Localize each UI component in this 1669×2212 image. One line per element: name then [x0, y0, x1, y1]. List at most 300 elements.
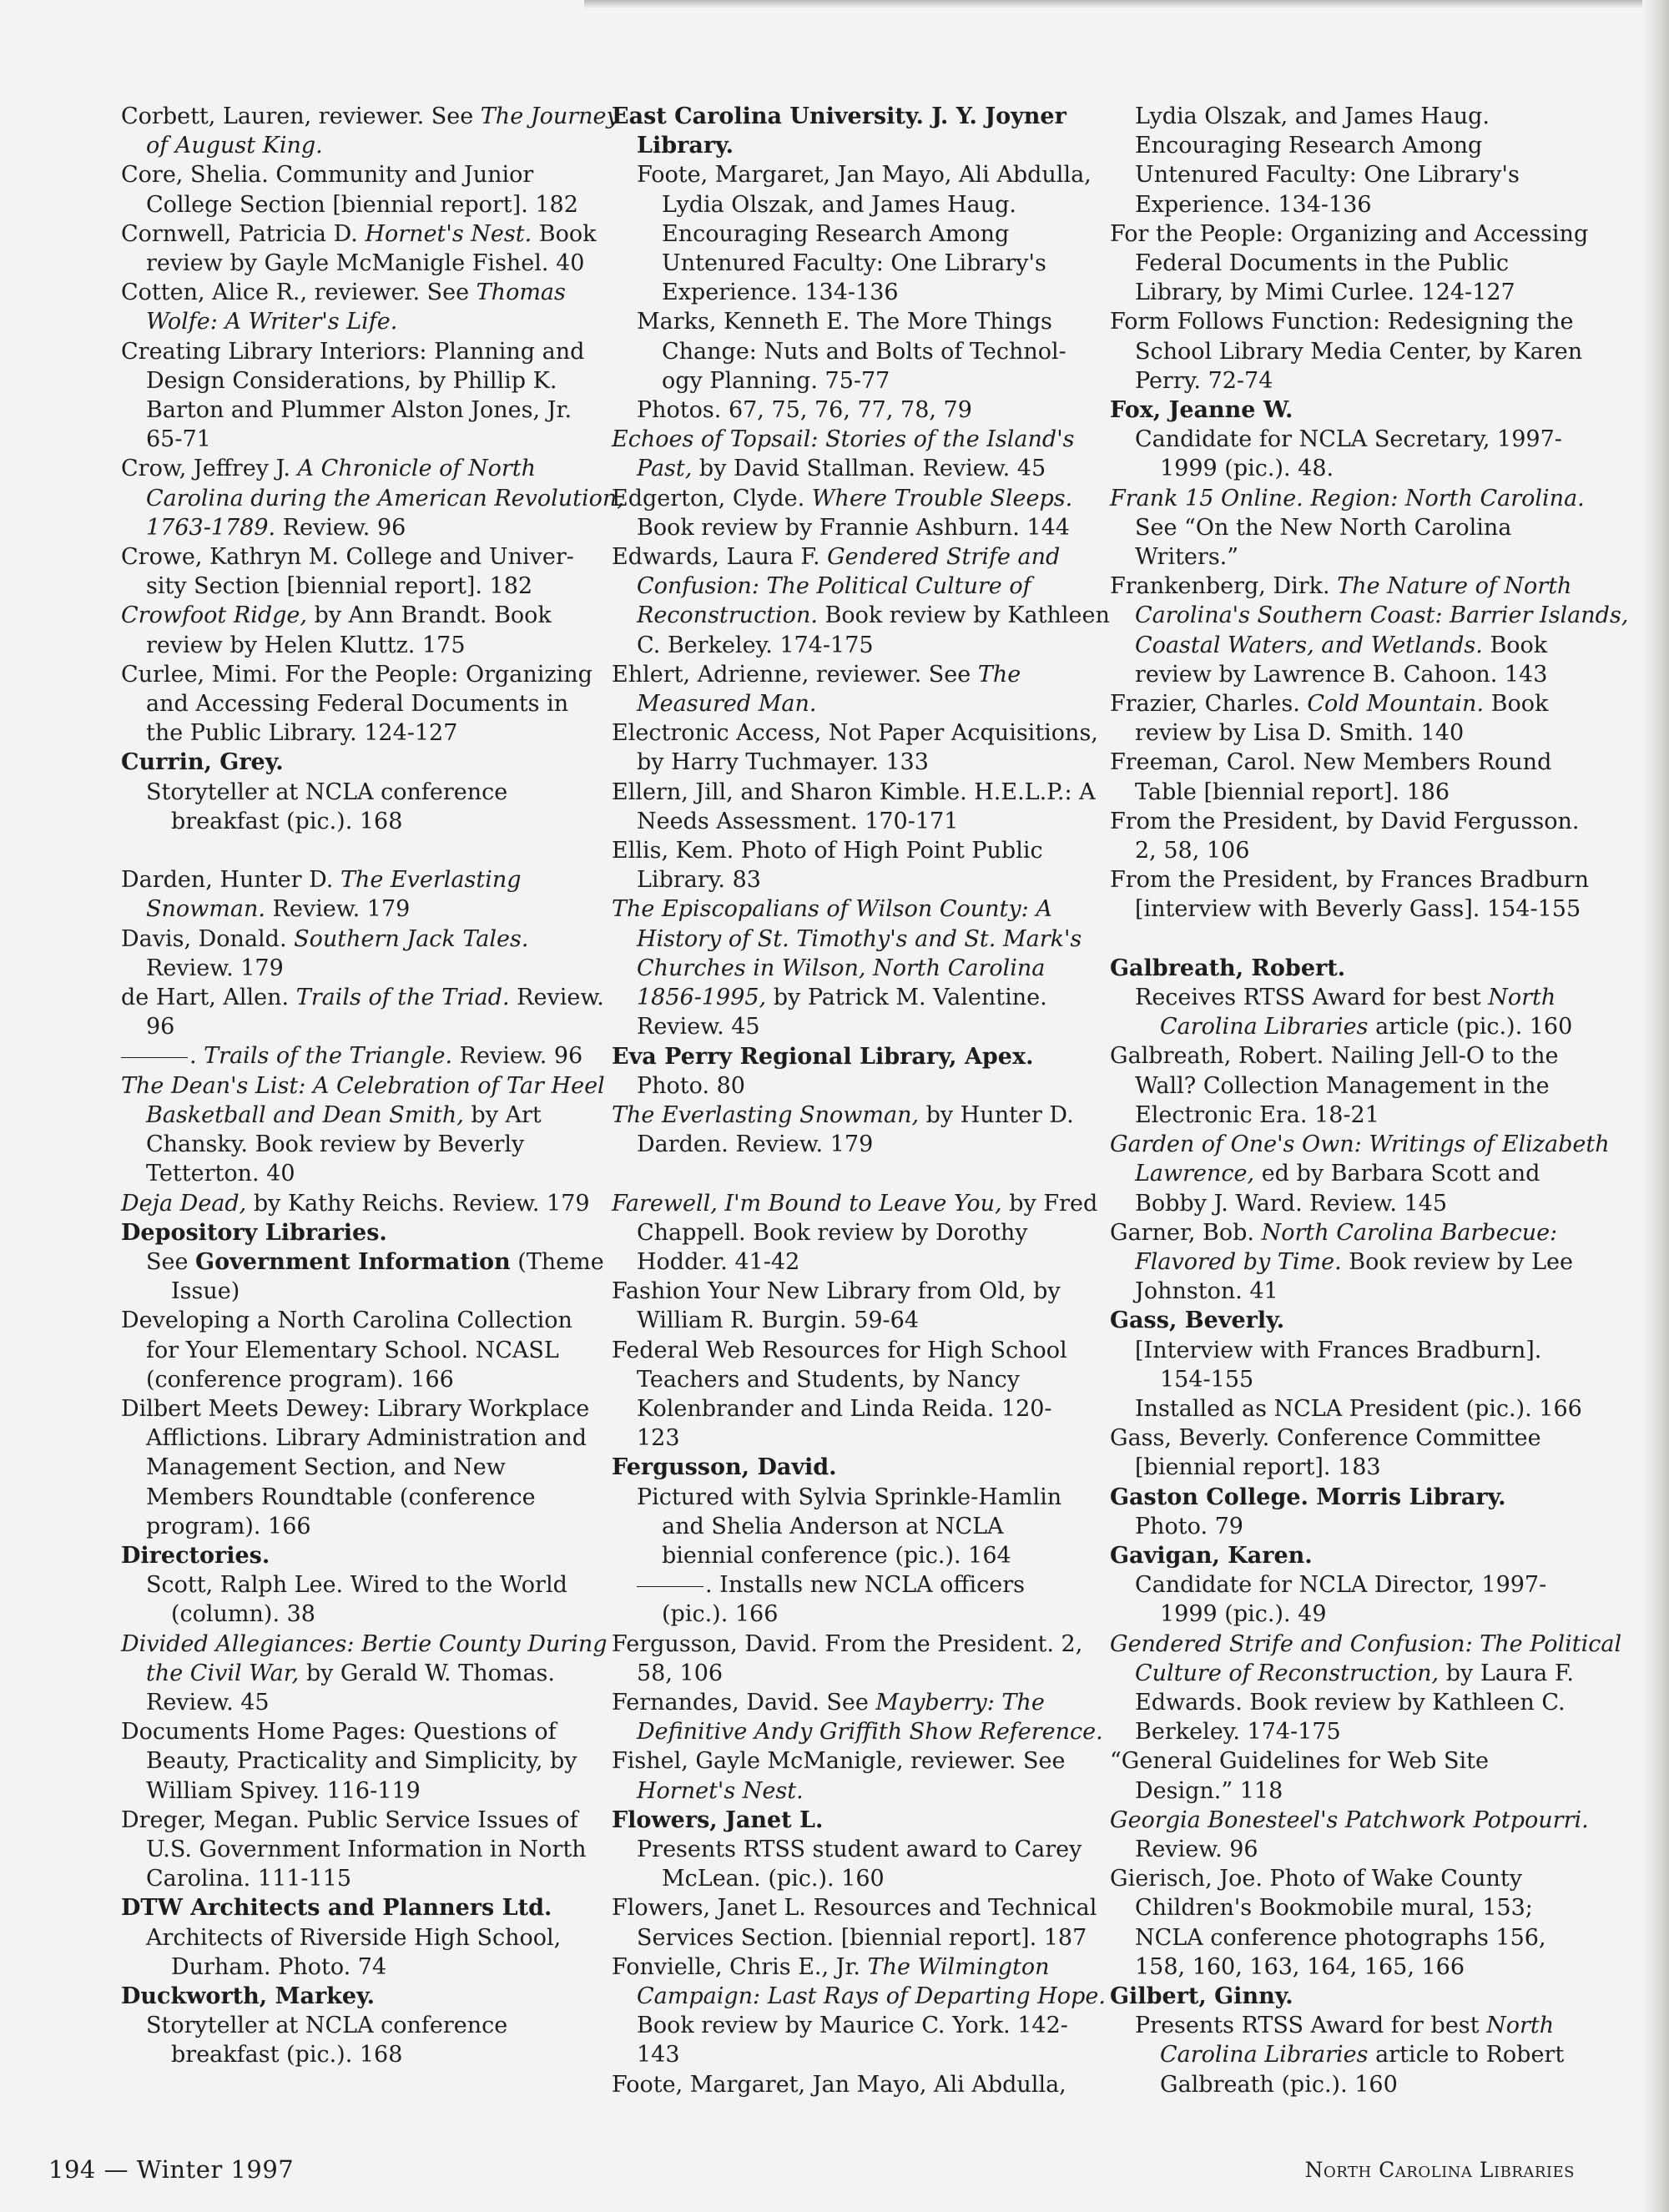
entry-text: Electronic Era. 18-21 [1135, 1101, 1379, 1128]
entry-text: 1999 (pic.). 48. [1160, 456, 1334, 482]
entry-text: Bobby J. Ward. Review. 145 [1135, 1190, 1448, 1217]
entry-text: Photos. 67, 75, 76, 77, 78, 79 [637, 397, 972, 424]
italic-title: Culture of Reconstruction, [1135, 1660, 1440, 1686]
index-entry [121, 160, 588, 219]
italic-title: Echoes of Topsail: Stories of the Island's [612, 426, 1075, 453]
entry-text: Pictured with Sylvia Sprinkle-Hamlin [637, 1484, 1062, 1510]
entry-text: Review. 96 [452, 1043, 583, 1070]
italic-title: North Carolina Barbecue: [1261, 1219, 1558, 1246]
entry-text: Chappell. Book review by Dorothy [637, 1219, 1028, 1246]
entry-text: Cotten, Alice R., reviewer. See [121, 280, 476, 306]
italic-title: Lawrence, [1135, 1161, 1255, 1187]
index-entry [121, 1982, 588, 2011]
index-subentry [1110, 2011, 1577, 2099]
page-edge-shadow [584, 0, 1669, 8]
bold-heading: Flowers, Janet L. [612, 1806, 824, 1833]
entry-text: Galbreath (pic.). 160 [1160, 2071, 1398, 2098]
italic-title: Snowman. [146, 896, 265, 923]
italic-title: Deja Dead, [121, 1190, 247, 1217]
entry-text: Darden. Review. 179 [637, 1131, 874, 1158]
entry-text: Experience. 134-136 [1135, 191, 1372, 218]
index-entry [121, 1071, 605, 1189]
entry-text: Edgerton, Clyde. [612, 485, 812, 511]
entry-text: review by Lisa D. Smith. 140 [1135, 720, 1465, 747]
bold-heading: Government Information [195, 1248, 511, 1275]
bold-heading: Currin, Grey. [121, 749, 284, 776]
entry-text: Fergusson, David. From the President. 2, [612, 1630, 1083, 1657]
italic-title: Mayberry: The [875, 1689, 1045, 1716]
bold-heading: Eva Perry Regional Library, Apex. [612, 1043, 1034, 1070]
entry-text: From the President, by Frances Bradburn [1110, 867, 1589, 894]
entry-text: Issue) [171, 1278, 240, 1305]
italic-title: Frank 15 Online. Region: North Carolina. [1110, 485, 1585, 511]
entry-text: Presents RTSS Award for best [1135, 2013, 1487, 2039]
index-entry [121, 102, 619, 160]
italic-title: Carolina during the American Revolution, [146, 485, 624, 511]
italic-title: Measured Man. [637, 691, 817, 718]
entry-text: 143 [637, 2042, 680, 2068]
entry-text: Table [biennial report]. 186 [1135, 778, 1450, 805]
entry-text: by Gerald W. Thomas. [299, 1660, 555, 1686]
entry-text: article to Robert [1368, 2042, 1565, 2068]
entry-text: by Fred [1001, 1190, 1098, 1217]
entry-text: Frazier, Charles. [1110, 691, 1308, 718]
index-entry [1110, 219, 1589, 308]
entry-text: for Your Elementary School. NCASL [146, 1337, 559, 1363]
italic-title: The Dean's List: A Celebration of Tar Heel [121, 1072, 605, 1099]
italic-title: A Chronicle of North [297, 456, 536, 482]
index-entry [1110, 1483, 1577, 1512]
entry-text: Gass, Beverly. Conference Committee [1110, 1425, 1541, 1452]
index-entry [612, 484, 1087, 542]
entry-text: by Patrick M. Valentine. [766, 985, 1047, 1011]
bold-heading: Gaston College. Morris Library. [1110, 1484, 1506, 1510]
index-entry [612, 836, 1087, 894]
index-entry [121, 660, 592, 748]
index-entry [1110, 396, 1577, 425]
index-entry [121, 278, 588, 336]
bold-heading: Fox, Jeanne W. [1110, 397, 1293, 424]
index-entry [1110, 865, 1589, 924]
entry-text: Photo. 79 [1135, 1513, 1243, 1539]
index-entry [121, 1218, 588, 1247]
entry-text: Garner, Bob. [1110, 1219, 1262, 1246]
entry-text: Scott, Ralph Lee. Wired to the World [146, 1572, 567, 1599]
index-entry [1110, 1306, 1577, 1335]
entry-text: Dilbert Meets Dewey: Library Workplace [121, 1395, 590, 1422]
entry-text: From the President, by David Fergusson. [1110, 808, 1580, 834]
entry-text: Darden, Hunter D. [121, 867, 340, 894]
italic-title: Wolfe: A Writer's Life. [146, 309, 398, 335]
index-subentry [612, 160, 1092, 307]
index-entry [612, 1630, 1087, 1688]
italic-title: History of St. Timothy's and St. Mark's [637, 925, 1082, 952]
index-entry [1110, 1218, 1577, 1307]
entry-text: Durham. Photo. 74 [171, 1953, 387, 1980]
entry-text: (column). 38 [171, 1601, 315, 1628]
index-entry [121, 454, 624, 542]
index-subentry [1110, 1570, 1577, 1629]
entry-text: (conference program). 166 [146, 1366, 454, 1393]
entry-text: Davis, Donald. [121, 925, 295, 952]
italic-title: Where Trouble Sleeps. [811, 485, 1073, 511]
entry-text: Fonvielle, Chris E., Jr. [612, 1953, 868, 1980]
italic-title: Hornet's Nest. [365, 220, 532, 247]
index-entry [1110, 1806, 1589, 1864]
italic-title: of August King. [146, 133, 323, 159]
index-entry [612, 102, 1087, 160]
entry-text: and Shelia Anderson at NCLA [662, 1513, 1004, 1539]
index-subentry [121, 1570, 588, 1629]
italic-title: Campaign: Last Rays of Departing Hope. [637, 1983, 1106, 2009]
italic-title: 1763-1789. [146, 514, 276, 541]
entry-text: Federal Web Resources for High School [612, 1337, 1067, 1363]
index-entry [1110, 1041, 1577, 1130]
entry-text: by Art [463, 1101, 542, 1128]
entry-text: Ehlert, Adrienne, reviewer. See [612, 661, 978, 688]
entry-text: Ellern, Jill, and Sharon Kimble. H.E.L.P.: A [612, 778, 1096, 805]
entry-text: Candidate for NCLA Director, 1997- [1135, 1572, 1547, 1599]
entry-text: . Installs new NCLA officers [705, 1572, 1026, 1599]
bold-heading: Gavigan, Karen. [1110, 1542, 1313, 1569]
entry-text: Book [532, 220, 597, 247]
entry-text: Encouraging Research Among [662, 220, 1010, 247]
italic-title: Basketball and Dean Smith, [146, 1101, 464, 1128]
index-entry [612, 425, 1087, 483]
bold-heading: East Carolina University. J. Y. Joyner [612, 103, 1066, 129]
entry-text: Presents RTSS student award to Carey [637, 1836, 1082, 1862]
index-entry [121, 1189, 588, 1218]
index-entry [612, 1688, 1103, 1746]
italic-title: Confusion: The Political Culture of [637, 573, 1031, 600]
entry-text: de Hart, Allen. [121, 985, 296, 1011]
entry-text: See [146, 1248, 196, 1275]
entry-text: Documents Home Pages: Questions of [121, 1719, 557, 1746]
italic-title: Farewell, I'm Bound to Leave You, [612, 1190, 1002, 1217]
bold-heading: Gilbert, Ginny. [1110, 1983, 1293, 2009]
index-subentry [121, 1923, 588, 1982]
entry-text: Design Considerations, by Phillip K. [146, 367, 557, 394]
entry-text: Review. 179 [265, 896, 411, 923]
index-entry [612, 1893, 1097, 1952]
entry-text: Untenured Faculty: One Library's [1135, 162, 1520, 189]
entry-text: School Library Media Center, by Karen [1135, 338, 1583, 365]
index-subentry [1110, 1394, 1582, 1423]
entry-text: program). 166 [146, 1513, 311, 1539]
entry-text: Installed as NCLA President (pic.). 166 [1135, 1395, 1582, 1422]
entry-text: Freeman, Carol. New Members Round [1110, 749, 1552, 776]
entry-text: Needs Assessment. 170-171 [637, 808, 959, 834]
entry-text: review by Lawrence B. Cahoon. 143 [1135, 661, 1548, 688]
entry-text: Book [1482, 632, 1548, 658]
index-column-1 [121, 102, 624, 2070]
index-column-3 [1110, 102, 1629, 2099]
entry-text: Children's Bookmobile mural, 153; [1135, 1895, 1533, 1922]
italic-title: Georgia Bonesteel's Patchwork Potpourri. [1110, 1806, 1589, 1833]
entry-text: William R. Burgin. 59-64 [637, 1308, 920, 1334]
entry-text: Untenured Faculty: One Library's [662, 250, 1046, 277]
entry-text: [biennial report]. 183 [1135, 1454, 1381, 1481]
entry-text: Crowe, Kathryn M. College and Univer- [121, 544, 574, 571]
index-subentry [1110, 983, 1577, 1041]
entry-text: Writers.” [1135, 544, 1239, 571]
entry-text: 1999 (pic.). 49 [1160, 1601, 1327, 1628]
entry-text: Frankenberg, Dirk. [1110, 573, 1338, 600]
italic-title: Trails of the Triangle. [204, 1043, 453, 1070]
entry-text: Review. [509, 985, 604, 1011]
index-entry [1110, 1982, 1577, 2011]
entry-text: review by Helen Kluttz. 175 [146, 632, 466, 658]
ditto-rule [121, 1057, 188, 1058]
italic-title: Crowfoot Ridge, [121, 602, 307, 629]
entry-text: Hodder. 41-42 [637, 1248, 800, 1275]
index-entry [1110, 748, 1577, 806]
entry-text: by Harry Tuchmayer. 133 [637, 749, 929, 776]
index-subentry [612, 396, 1087, 425]
index-entry [121, 1717, 588, 1806]
bold-heading: Depository Libraries. [121, 1219, 387, 1246]
index-entry [612, 1101, 1087, 1159]
entry-text: Marks, Kenneth E. The More Things [637, 309, 1052, 335]
entry-text: Core, Shelia. Community and Junior [121, 162, 534, 189]
bold-heading: Galbreath, Robert. [1110, 955, 1346, 981]
index-subentry [612, 1483, 1087, 1571]
italic-title: The Everlasting Snowman, [612, 1101, 920, 1128]
entry-text: Photo. 80 [637, 1072, 745, 1099]
footer-page-issue: 194 — Winter 1997 [48, 2155, 295, 2184]
entry-text: Encouraging Research Among [1135, 133, 1483, 159]
index-subentry [121, 2011, 588, 2069]
entry-text: Chansky. Book review by Beverly [146, 1131, 525, 1158]
italic-title: 1856-1995, [637, 985, 767, 1011]
entry-text: U.S. Government Information in North [146, 1836, 587, 1862]
entry-text: by Hunter D. [919, 1101, 1074, 1128]
entry-text: Creating Library Interiors: Planning and [121, 338, 585, 365]
entry-text: Berkeley. 174-175 [1135, 1719, 1341, 1746]
entry-text: and Accessing Federal Documents in [146, 691, 569, 718]
entry-text: Foote, Margaret, Jan Mayo, Ali Abdulla, [637, 162, 1092, 189]
italic-title: Gendered Strife and Confusion: The Political [1110, 1630, 1622, 1657]
index-subentry [612, 1071, 1087, 1101]
entry-text: Barton and Plummer Alston Jones, Jr. [146, 397, 572, 424]
bold-heading: Duckworth, Markey. [121, 1983, 376, 2009]
bold-heading: Library. [637, 133, 734, 159]
entry-text: Candidate for NCLA Secretary, 1997- [1135, 426, 1562, 453]
index-subentry [612, 307, 1087, 396]
entry-text: (Theme [510, 1248, 604, 1275]
index-entry [121, 983, 604, 1041]
entry-text: Review. 96 [275, 514, 406, 541]
entry-text: Book review by Frannie Ashburn. 144 [637, 514, 1070, 541]
entry-text: Book [1484, 691, 1549, 718]
italic-title: The Episcopalians of Wilson County: A [612, 896, 1052, 923]
index-entry [1110, 689, 1577, 748]
entry-text: For the People: Organizing and Accessing [1110, 220, 1589, 247]
index-entry [1110, 572, 1629, 689]
entry-text: Fashion Your New Library from Old, by [612, 1278, 1061, 1305]
entry-text: Management Section, and New [146, 1454, 506, 1481]
index-entry [121, 542, 588, 601]
entry-text: Architects of Riverside High School, [146, 1924, 562, 1951]
italic-title: The Journey [480, 103, 619, 129]
italic-title: The Wilmington [867, 1953, 1050, 1980]
footer-journal-title: North Carolina Libraries [1304, 2158, 1575, 2182]
index-entry [1110, 1864, 1577, 1982]
index-entry [1110, 1746, 1577, 1805]
entry-text: [Interview with Frances Bradburn]. [1135, 1337, 1542, 1363]
index-entry [1110, 807, 1580, 865]
entry-text: biennial conference (pic.). 164 [662, 1542, 1011, 1569]
entry-text: 2, 58, 106 [1135, 838, 1250, 864]
bold-heading: Directories. [121, 1542, 270, 1569]
index-subentry [1110, 425, 1577, 483]
entry-text: Edwards. Book review by Kathleen C. [1135, 1689, 1566, 1716]
index-entry [1110, 1423, 1577, 1482]
entry-text: C. Berkeley. 174-175 [637, 632, 874, 658]
entry-text: 158, 160, 163, 164, 165, 166 [1135, 1953, 1465, 1980]
index-entry [612, 1042, 1087, 1071]
entry-text: Curlee, Mimi. For the People: Organizing [121, 661, 592, 688]
index-entry [612, 1453, 1087, 1482]
italic-title: Hornet's Nest. [637, 1777, 804, 1804]
index-subentry [612, 1570, 1087, 1629]
entry-text: Form Follows Function: Redesigning the [1110, 309, 1574, 335]
entry-text: Flowers, Janet L. Resources and Technical [612, 1895, 1097, 1922]
index-entry [121, 1630, 608, 1718]
entry-text: review by Gayle McManigle Fishel. 40 [146, 250, 585, 277]
entry-text: Electronic Access, Not Paper Acquisitions, [612, 720, 1098, 747]
entry-text: 65-71 [146, 426, 211, 453]
italic-title: The Nature of North [1337, 573, 1572, 600]
entry-text: Fishel, Gayle McManigle, reviewer. See [612, 1748, 1066, 1775]
index-entry [612, 1336, 1087, 1454]
entry-text: Design.” 118 [1135, 1777, 1283, 1804]
entry-text: Review. 96 [1135, 1836, 1258, 1862]
entry-text: by David Stallman. Review. 45 [692, 456, 1046, 482]
entry-text: Cornwell, Patricia D. [121, 220, 366, 247]
index-entry [612, 660, 1087, 718]
entry-text: 154-155 [1160, 1366, 1254, 1393]
entry-text: . [189, 1043, 204, 1070]
index-entry [121, 1394, 588, 1541]
entry-text: breakfast (pic.). 168 [171, 2042, 403, 2068]
entry-text: Edwards, Laura F. [612, 544, 828, 571]
italic-title: Carolina Libraries [1160, 1014, 1369, 1040]
entry-text: Beauty, Practicality and Simplicity, by [146, 1748, 577, 1775]
index-entry [612, 894, 1087, 1041]
entry-text: [interview with Beverly Gass]. 154-155 [1135, 896, 1581, 923]
entry-text: Storyteller at NCLA conference [146, 2013, 508, 2039]
index-entry [612, 1806, 1087, 1835]
entry-text: Johnston. 41 [1135, 1278, 1278, 1305]
entry-text: article (pic.). 160 [1368, 1014, 1573, 1040]
index-entry [1110, 1541, 1577, 1570]
entry-text: sity Section [biennial report]. 182 [146, 573, 533, 600]
entry-text: ed by Barbara Scott and [1254, 1161, 1540, 1187]
entry-text: Perry. 72-74 [1135, 367, 1273, 394]
ditto-rule [637, 1586, 703, 1587]
entry-text: Services Section. [biennial report]. 187 [637, 1924, 1087, 1951]
italic-title: Reconstruction. [637, 602, 818, 629]
italic-title: Carolina's Southern Coast: Barrier Islands, [1135, 602, 1629, 629]
index-entry [612, 1277, 1087, 1335]
index-entry [612, 718, 1098, 777]
index-entry [1110, 307, 1583, 396]
index-entry [121, 337, 588, 455]
entry-text: by Kathy Reichs. Review. 179 [246, 1190, 590, 1217]
index-subentry [1110, 1512, 1577, 1541]
italic-title: North [1488, 985, 1556, 1011]
italic-title: Churches in Wilson, North Carolina [637, 955, 1046, 981]
entry-text: Experience. 134-136 [662, 280, 899, 306]
index-entry [1110, 102, 1577, 219]
entry-text: Book review by Maurice C. York. 142- [637, 2013, 1068, 2039]
entry-text: 58, 106 [637, 1660, 724, 1686]
italic-title: Carolina Libraries [1160, 2042, 1369, 2068]
italic-title: Gendered Strife and [827, 544, 1061, 571]
bold-heading: DTW Architects and Planners Ltd. [121, 1895, 552, 1922]
entry-text: Storyteller at NCLA conference [146, 778, 508, 805]
entry-text: 96 [146, 1014, 175, 1040]
entry-text: Developing a North Carolina Collection [121, 1308, 572, 1334]
entry-text: Lydia Olszak, and James Haug. [662, 191, 1016, 218]
entry-text: Review. 45 [146, 1689, 270, 1716]
entry-text: Corbett, Lauren, reviewer. See [121, 103, 481, 129]
italic-title: Thomas [476, 280, 566, 306]
entry-text: Members Roundtable (conference [146, 1484, 536, 1510]
index-subentry [121, 778, 588, 836]
index-entry [612, 1953, 1106, 2070]
page-gutter-shadow [1642, 0, 1669, 2212]
index-entry [612, 1746, 1087, 1805]
index-entry [121, 1541, 588, 1570]
entry-text: (pic.). 166 [662, 1601, 779, 1628]
entry-text: Review. 45 [637, 1014, 760, 1040]
index-subentry [1110, 1336, 1577, 1394]
entry-text: Carolina. 111-115 [146, 1866, 352, 1892]
index-entry [1110, 1630, 1622, 1747]
index-entry [121, 1041, 588, 1071]
index-entry [121, 601, 588, 659]
entry-text: 123 [637, 1425, 680, 1452]
italic-title: Trails of the Triad. [295, 985, 510, 1011]
entry-text: breakfast (pic.). 168 [171, 808, 403, 834]
entry-text: Library, by Mimi Curlee. 124-127 [1135, 280, 1515, 306]
index-entry [612, 1189, 1098, 1277]
index-entry [121, 865, 588, 924]
entry-text: Tetterton. 40 [146, 1161, 295, 1187]
entry-text: Receives RTSS Award for best [1135, 985, 1489, 1011]
entry-text: Galbreath, Robert. Nailing Jell-O to the [1110, 1043, 1559, 1070]
index-column-2 [612, 102, 1110, 2099]
entry-text: by Laura F. [1439, 1660, 1574, 1686]
italic-title: Definitive Andy Griffith Show Reference. [637, 1719, 1103, 1746]
entry-text: Wall? Collection Management in the [1135, 1072, 1550, 1099]
entry-text: “General Guidelines for Web Site [1110, 1748, 1489, 1775]
index-entry [1110, 484, 1585, 572]
index-entry [121, 1806, 588, 1894]
entry-text: NCLA conference photographs 156, [1135, 1924, 1546, 1951]
entry-text: Teachers and Students, by Nancy [637, 1366, 1021, 1393]
entry-text: William Spivey. 116-119 [146, 1777, 421, 1804]
entry-text: Crow, Jeffrey J. [121, 456, 298, 482]
entry-text: Federal Documents in the Public [1135, 250, 1510, 277]
index-entry [1110, 1130, 1610, 1218]
entry-text: College Section [biennial report]. 182 [146, 191, 578, 218]
italic-title: Flavored by Time. [1135, 1248, 1342, 1275]
italic-title: Southern Jack Tales. [294, 925, 529, 952]
entry-text: Lydia Olszak, and James Haug. [1135, 103, 1490, 129]
